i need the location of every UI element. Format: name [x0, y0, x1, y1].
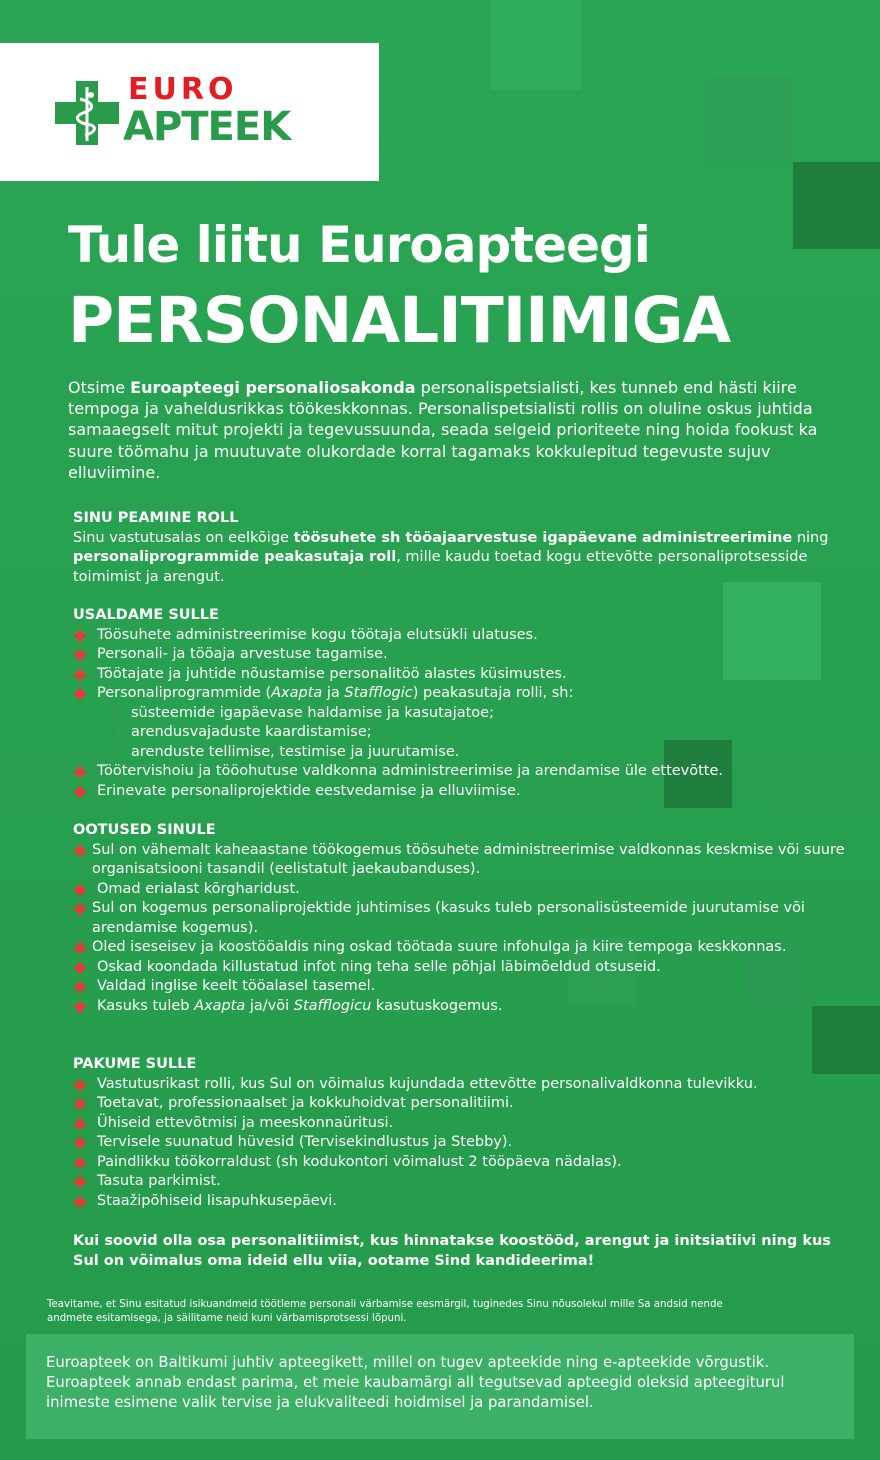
role-bold: personaliprogrammide peakasutaja roll	[73, 549, 397, 565]
section-role	[73, 509, 848, 587]
intro-paragraph	[68, 377, 828, 483]
company-info-text: Euroapteek on Baltikumi juhtiv apteegikett, millel on tugev apteekide ning e-apteekide võrgustik. Euroapteek annab endast parima, et meie kaubamärgi all tegutsevad apteegid oleksid apteegiturul inimeste esimene valik tervise ja elukvaliteedi hoidmisel ja parandamisel.	[46, 1354, 785, 1411]
list-item-italic: Stafflogicu	[293, 997, 372, 1014]
pharmacy-cross-icon	[55, 81, 119, 145]
list-item-text: Vastutusrikast rolli, kus Sul on võimalus kujundada ettevõtte personalivaldkonna tulevikku.	[97, 1075, 758, 1092]
list-item-text: Staažipõhiseid lisapuhkusepäevi.	[97, 1192, 337, 1209]
list-item	[73, 997, 848, 1017]
list-item-italic: Axapta	[271, 685, 323, 701]
company-info-panel	[26, 1334, 854, 1439]
red-cross-bullet-icon	[74, 1079, 86, 1091]
red-cross-bullet-icon	[74, 1157, 86, 1169]
list-item-text: Erinevate personaliprojektide eestvedamise ja elluviimise.	[97, 782, 521, 799]
list-item	[73, 762, 848, 782]
expect-list	[73, 841, 848, 1017]
list-item-text: Personaliprogrammide (	[97, 685, 272, 701]
green-cross-bullet-icon	[108, 728, 118, 738]
red-cross-bullet-icon	[74, 669, 86, 681]
list-item	[73, 938, 848, 958]
list-item-text: Tasuta parkimist.	[97, 1173, 221, 1189]
list-item	[73, 782, 848, 802]
list-item	[73, 665, 848, 685]
red-cross-bullet-icon	[74, 845, 86, 857]
list-item	[73, 1172, 848, 1192]
red-cross-bullet-icon	[74, 884, 86, 896]
list-item-text: ja	[322, 685, 345, 701]
privacy-notice: Teavitame, et Sinu esitatud isikuandmeid töötleme personali värbamise eesmärgil, tuginedes Sinu nõusolekul mille Sa andsid nende andmete esitamisega, ja säilitame neid kuni värbamisprotsessi lõpuni.	[47, 1299, 723, 1324]
list-item	[73, 1133, 848, 1153]
deco-square	[706, 75, 794, 163]
red-cross-bullet-icon	[74, 981, 86, 993]
list-item	[73, 626, 848, 646]
list-item	[73, 880, 848, 900]
green-cross-bullet-icon	[108, 748, 118, 758]
section-title: PAKUME SULLE	[73, 1056, 197, 1072]
list-item-text: ja/või	[245, 997, 294, 1014]
role-text: , mille kaudu toetad kogu ettevõtte personaliprotsesside toimimist ja arengut.	[73, 549, 808, 585]
list-item-text: arenduste tellimise, testimise ja juurutamise.	[131, 743, 460, 760]
red-cross-bullet-icon	[74, 1137, 86, 1149]
red-cross-bullet-icon	[74, 903, 86, 915]
list-item-text: süsteemide igapäevase haldamise ja kasutajatoe;	[131, 704, 494, 721]
list-item	[73, 1153, 848, 1173]
intro-bold: Euroapteegi personaliosakonda	[130, 378, 416, 397]
green-cross-bullet-icon	[108, 709, 118, 719]
section-expectations	[73, 821, 848, 1016]
list-item-text: Töösuhete administreerimise kogu töötaja elutsükli ulatuses.	[97, 626, 538, 643]
section-offer	[73, 1055, 848, 1211]
red-cross-bullet-icon	[74, 1176, 86, 1188]
section-title: SINU PEAMINE ROLL	[73, 510, 239, 526]
list-item	[73, 1114, 848, 1134]
list-item-text: Oskad koondada killustatud infot ning teha selle põhjal läbimõeldud otsuseid.	[97, 958, 661, 975]
list-item-text: Paindlikku töökorraldust (sh kodukontori võimalust 2 tööpäeva nädalas).	[97, 1153, 622, 1170]
list-item	[73, 1094, 848, 1114]
list-item	[73, 899, 848, 938]
list-item	[73, 841, 848, 880]
sub-list-item	[73, 704, 848, 724]
list-item	[73, 1192, 848, 1212]
role-text: ning	[792, 529, 829, 546]
section-trust	[73, 606, 848, 801]
section-title: USALDAME SULLE	[73, 607, 219, 623]
list-item-text: Töötajate ja juhtide nõustamise personalitöö alastes küsimustes.	[97, 665, 567, 682]
logo-euro-text: EURO	[128, 72, 238, 107]
red-cross-bullet-icon	[74, 942, 86, 954]
list-item-text: Oled iseseisev ja koostööaldis ning oskad töötada suure infohulga ja kiire tempoga keskkonnas.	[92, 939, 787, 955]
list-item	[73, 958, 848, 978]
list-item-text: kasutuskogemus.	[371, 997, 503, 1014]
list-item-text: Sul on kogemus personaliprojektide juhtimises (kasuks tuleb personalisüsteemide juurutamise või arendamise kogemus).	[92, 900, 805, 936]
list-item	[73, 977, 848, 997]
role-bold: töösuhete sh tööajaarvestuse igapäevane administreerimine	[293, 529, 793, 546]
deco-square	[793, 162, 880, 249]
sub-list-item	[73, 723, 848, 743]
red-cross-bullet-icon	[74, 1196, 86, 1208]
list-item	[73, 645, 848, 665]
role-paragraph	[73, 529, 848, 588]
intro-text: Otsime	[68, 378, 131, 397]
red-cross-bullet-icon	[74, 688, 86, 700]
red-cross-bullet-icon	[74, 786, 86, 798]
red-cross-bullet-icon	[74, 766, 86, 778]
red-cross-bullet-icon	[74, 962, 86, 974]
red-cross-bullet-icon	[74, 1118, 86, 1130]
red-cross-bullet-icon	[74, 649, 86, 661]
list-item-italic: Axapta	[194, 997, 246, 1014]
list-item-text: Kasuks tuleb	[97, 997, 195, 1014]
red-cross-bullet-icon	[74, 1001, 86, 1013]
list-item-italic: Stafflogic	[344, 685, 413, 701]
offer-list	[73, 1075, 848, 1212]
list-item-text: Sul on vähemalt kaheaastane töökogemus töösuhete administreerimise valdkonnas keskmise või suure organisatsiooni tasandil (eelistatult jaekaubanduses).	[92, 841, 845, 877]
list-item-text: ) peakasutaja rolli, sh:	[412, 685, 574, 701]
section-title: OOTUSED SINULE	[73, 822, 216, 838]
list-item-text: Tervisele suunatud hüvesid (Tervisekindlustus ja Stebby).	[97, 1134, 513, 1150]
intro-text: personalispetsialisti, kes tunneb end hästi kiire tempoga ja vaheldusrikkas töökeskkonnas. Personalispetsialisti rollis on oluline oskus juhtida samaaegselt mitut projekti ja tegevussuunda, seada selgeid prioriteete ning hoida fookust ka suure töömahu ja muutuvate olukordade korral tagamaks kokkulepitud tegevuste sujuv elluviimine.	[68, 378, 818, 482]
logo-apteek-text: APTEEK	[123, 104, 291, 150]
list-item-text: Personali- ja tööaja arvestuse tagamise.	[97, 646, 388, 662]
trust-list	[73, 626, 848, 802]
list-item-text: Ühiseid ettevõtmisi ja meeskonnaüritusi.	[97, 1114, 394, 1131]
red-cross-bullet-icon	[74, 1098, 86, 1110]
role-text: Sinu vastutusalas on eelkõige	[73, 529, 294, 546]
list-item-text: Toetavat, professionaalset ja kokkuhoidvat personalitiimi.	[97, 1095, 514, 1111]
sub-list-item	[73, 743, 848, 763]
headline-line1: Tule liitu Euroapteegi	[68, 216, 650, 274]
call-to-action: Kui soovid olla osa personalitiimist, kus hinnatakse koostööd, arengut ja initsiatiivi ning kus Sul on võimalus oma ideid ellu viia, ootame Sind kandideerima!	[73, 1233, 831, 1269]
deco-square	[491, 0, 581, 90]
list-item-text: Omad erialast kõrgharidust.	[97, 880, 300, 897]
list-item-text: Töötervishoiu ja tööohutuse valdkonna administreerimise ja arendamise üle ettevõtte.	[97, 763, 724, 779]
headline-line2: PERSONALITIIMIGA	[68, 284, 731, 357]
list-item	[73, 684, 848, 704]
list-item	[73, 1075, 848, 1095]
red-cross-bullet-icon	[74, 630, 86, 642]
list-item-text: Valdad inglise keelt tööalasel tasemel.	[97, 978, 376, 994]
list-item-text: arendusvajaduste kaardistamise;	[131, 724, 372, 740]
